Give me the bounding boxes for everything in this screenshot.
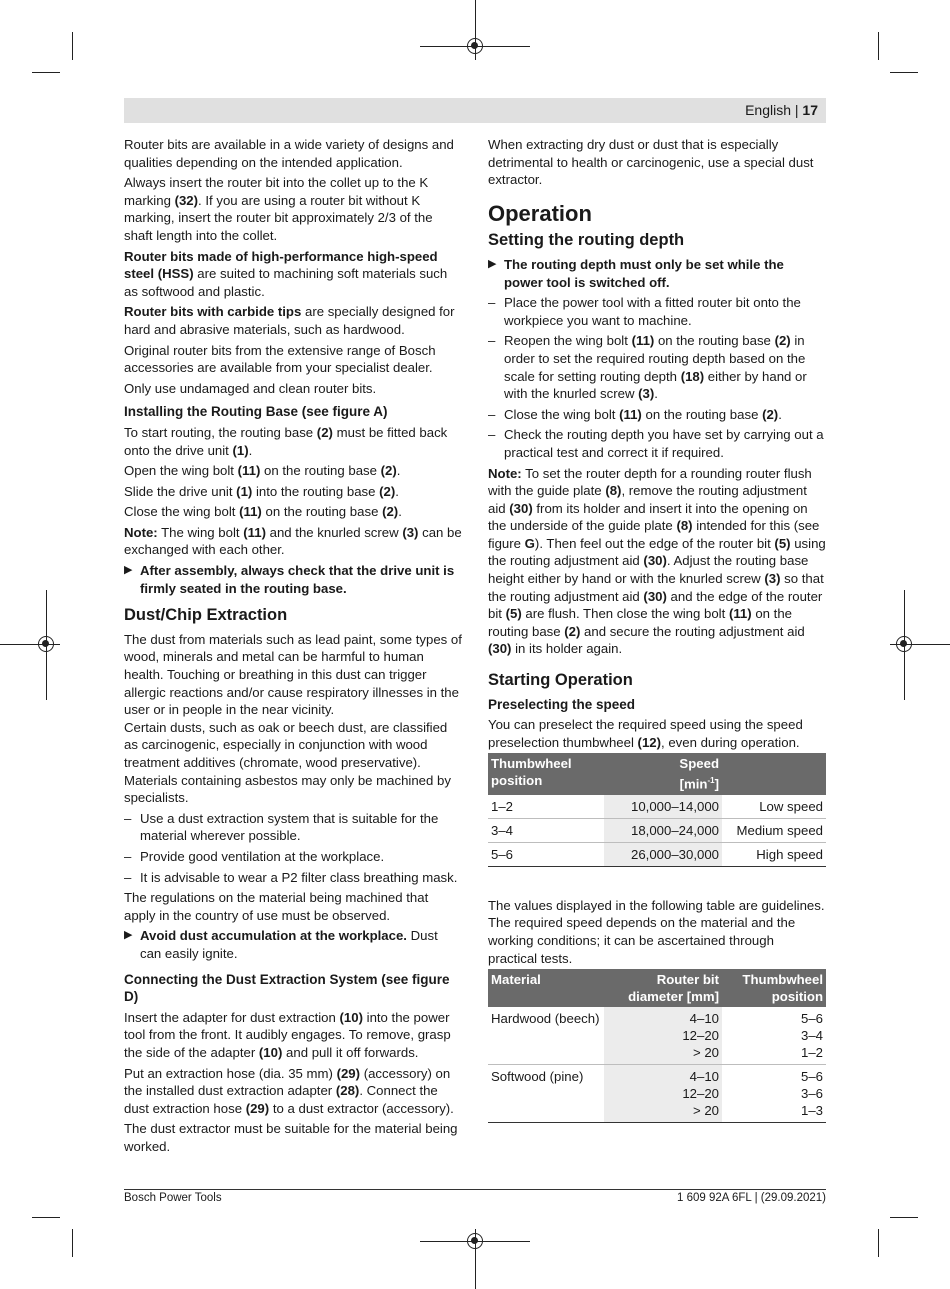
paragraph: The dust extractor must be suitable for the material being worked. bbox=[124, 1121, 458, 1154]
section-heading: Installing the Routing Base (see figure A) bbox=[124, 404, 388, 420]
dash-bullet: – bbox=[488, 427, 496, 443]
table-cell: 5–6 3–4 1–2 bbox=[722, 1007, 826, 1065]
paragraph: Certain dusts, such as oak or beech dust, are classified as carcinogenic, especially in conjunction with wood treatment additives (chromate, wood preservative). Materials containing asbestos may only be machined by specialists. bbox=[124, 719, 451, 806]
table-row bbox=[488, 818, 826, 842]
registration-mark-icon bbox=[896, 636, 912, 652]
paragraph: Insert the adapter for dust extraction (10) into the power tool from the front. It audibly engages. To remove, grasp the side of the adapter (10) and pull it off forwards. bbox=[124, 1009, 451, 1060]
column-header: Thumbwheel position bbox=[722, 969, 826, 1007]
warning-triangle-icon: ▶ bbox=[488, 257, 497, 270]
table-row bbox=[488, 1065, 826, 1123]
table-cell: Low speed bbox=[722, 795, 826, 819]
table-cell: 5–6 bbox=[488, 842, 604, 866]
footer-doc-id: 1 609 92A 6FL | (29.09.2021) bbox=[677, 1192, 826, 1204]
paragraph: Only use undamaged and clean router bits. bbox=[124, 380, 377, 396]
paragraph: Close the wing bolt (11) on the routing base (2). bbox=[124, 504, 402, 520]
header-language: English bbox=[745, 102, 791, 118]
list-item: – Close the wing bolt (11) on the routing base (2). bbox=[488, 406, 782, 422]
header-text bbox=[745, 102, 818, 118]
warning-triangle-icon: ▶ bbox=[124, 929, 133, 942]
table-header-row bbox=[488, 753, 826, 794]
footer-rule bbox=[124, 1189, 826, 1190]
note-paragraph: Note: The wing bolt (11) and the knurled screw (3) can be exchanged with each other. bbox=[124, 524, 462, 558]
section-heading: Dust/Chip Extraction bbox=[124, 606, 288, 625]
right-column bbox=[488, 136, 826, 1123]
registration-mark-icon bbox=[467, 1233, 483, 1249]
list-item: – Place the power tool with a fitted router bit onto the workpiece you want to machine. bbox=[488, 295, 801, 328]
crop-mark bbox=[890, 72, 918, 73]
section-heading: Connecting the Dust Extraction System (see figure D) bbox=[124, 971, 450, 1005]
list-item: – Provide good ventilation at the workplace. bbox=[124, 848, 385, 864]
paragraph: Original router bits from the extensive range of Bosch accessories are available from your specialist dealer. bbox=[124, 342, 436, 376]
dash-bullet: – bbox=[488, 295, 496, 311]
column-header: Material bbox=[488, 969, 604, 1007]
chapter-heading: Operation bbox=[488, 200, 592, 226]
paragraph: Open the wing bolt (11) on the routing base (2). bbox=[124, 463, 401, 479]
crop-mark bbox=[32, 1217, 60, 1218]
dash-bullet: – bbox=[488, 333, 496, 349]
section-heading: Setting the routing depth bbox=[488, 231, 685, 250]
warning-triangle-icon: ▶ bbox=[124, 564, 133, 577]
warning-item: ▶ The routing depth must only be set while the power tool is switched off. bbox=[488, 256, 784, 290]
column-header: Speed $[\min^{-1}]$ bbox=[604, 753, 722, 794]
table-header-row bbox=[488, 969, 826, 1007]
table-cell: 10,000–14,000 bbox=[604, 795, 722, 819]
table-row bbox=[488, 842, 826, 866]
footer-brand: Bosch Power Tools bbox=[124, 1192, 222, 1204]
crop-mark bbox=[32, 72, 60, 73]
table-cell: 18,000–24,000 bbox=[604, 818, 722, 842]
paragraph: Put an extraction hose (dia. 35 mm) (29) (accessory) on the installed dust extraction adapter (28). Connect the dust extraction hose (29) to a dust extractor (accessory). bbox=[124, 1065, 454, 1116]
paragraph: You can preselect the required speed using the speed preselection thumbwheel (12), even during operation. bbox=[488, 717, 803, 750]
table-cell: 5–6 3–6 1–3 bbox=[722, 1065, 826, 1123]
paragraph: Router bits are available in a wide variety of designs and qualities depending on the intended application. bbox=[124, 137, 454, 170]
header-separator: | bbox=[794, 102, 799, 118]
table-cell: 3–4 bbox=[488, 818, 604, 842]
paragraph: To start routing, the routing base (2) must be fitted back onto the drive unit (1). bbox=[124, 424, 448, 458]
table-cell: High speed bbox=[722, 842, 826, 866]
material-table bbox=[488, 969, 826, 1123]
dash-bullet: – bbox=[124, 810, 132, 826]
list-item: – Reopen the wing bolt (11) on the routing base (2) in order to set the required routing depth based on the scale for setting routing depth (18) either by hand or with the knurled screw (3). bbox=[488, 333, 807, 402]
crop-mark bbox=[72, 32, 73, 60]
list-item: – Check the routing depth you have set by carrying out a practical test and correct it if required. bbox=[488, 427, 824, 460]
list-item: – It is advisable to wear a P2 filter class breathing mask. bbox=[124, 869, 458, 885]
table-cell: 4–10 12–20 > 20 bbox=[604, 1007, 722, 1065]
crop-mark bbox=[890, 1217, 918, 1218]
speed-table bbox=[488, 753, 826, 866]
dash-bullet: – bbox=[488, 406, 496, 422]
table-cell: Medium speed bbox=[722, 818, 826, 842]
crop-mark bbox=[878, 1229, 879, 1257]
registration-mark-icon bbox=[467, 38, 483, 54]
table-row bbox=[488, 795, 826, 819]
column-header: Router bit diameter [mm] bbox=[604, 969, 722, 1007]
paragraph: Always insert the router bit into the collet up to the K marking (32). If you are using a router bit without K marking, insert the router bit approximately 2/3 of the shaft length into the collet. bbox=[124, 175, 433, 243]
paragraph: Router bits with carbide tips are specially designed for hard and abrasive materials, such as hardwood. bbox=[124, 304, 455, 337]
table-cell: 4–10 12–20 > 20 bbox=[604, 1065, 722, 1123]
column-header bbox=[722, 753, 826, 794]
left-column bbox=[124, 136, 462, 1158]
paragraph: When extracting dry dust or dust that is especially detrimental to health or carcinogenic, use a special dust extractor. bbox=[488, 137, 814, 188]
paragraph: The values displayed in the following table are guidelines. The required speed depends on the material and the working conditions; it can be ascertained through practical tests. bbox=[488, 897, 825, 966]
list-item: – Use a dust extraction system that is suitable for the material wherever possible. bbox=[124, 810, 439, 844]
dash-bullet: – bbox=[124, 869, 132, 885]
page-number: 17 bbox=[802, 102, 818, 118]
table-row bbox=[488, 1007, 826, 1065]
table-cell: 1–2 bbox=[488, 795, 604, 819]
paragraph: The dust from materials such as lead paint, some types of wood, minerals and metal can be harmful to human health. Touching or breathing in this dust can trigger allergic reactions and/or cause respiratory illnesses in the user or in people in the near vicinity. bbox=[124, 631, 462, 718]
crop-mark bbox=[878, 32, 879, 60]
note-paragraph: Note: To set the router depth for a rounding router flush with the guide plate (8), remove the routing adjustment aid (30) from its holder and insert it into the opening on the underside of the guide plate (8) intended for this (see figure G). Then feel out the edge of the router bit (5) using the routing adjustment aid (30). Adjust the routing base height either by hand or with the knurled screw (3) so that the routing adjustment aid (30) and the edge of the router bit (5) are flush. Then close the wing bolt (11) on the routing base (2) and secure the routing adjustment aid (30) in its holder again. bbox=[488, 465, 826, 657]
dash-bullet: – bbox=[124, 848, 132, 864]
section-heading: Starting Operation bbox=[488, 671, 633, 690]
table-cell: Hardwood (beech) bbox=[488, 1007, 604, 1065]
column-header: Thumbwheel position bbox=[488, 753, 604, 794]
table-cell: 26,000–30,000 bbox=[604, 842, 722, 866]
paragraph: Router bits made of high-performance high-speed steel (HSS) are suited to machining soft materials such as softwood and plastic. bbox=[124, 248, 448, 299]
paragraph: Slide the drive unit (1) into the routing base (2). bbox=[124, 483, 399, 499]
page-header bbox=[124, 98, 826, 123]
registration-mark-icon bbox=[38, 636, 54, 652]
warning-item: ▶ Avoid dust accumulation at the workplace. Dust can easily ignite. bbox=[124, 928, 438, 961]
table-cell: Softwood (pine) bbox=[488, 1065, 604, 1123]
paragraph: The regulations on the material being machined that apply in the country of use must be observed. bbox=[124, 890, 429, 923]
warning-item: ▶ After assembly, always check that the drive unit is firmly seated in the routing base. bbox=[124, 563, 455, 596]
crop-mark bbox=[72, 1229, 73, 1257]
subsection-heading: Preselecting the speed bbox=[488, 696, 636, 712]
